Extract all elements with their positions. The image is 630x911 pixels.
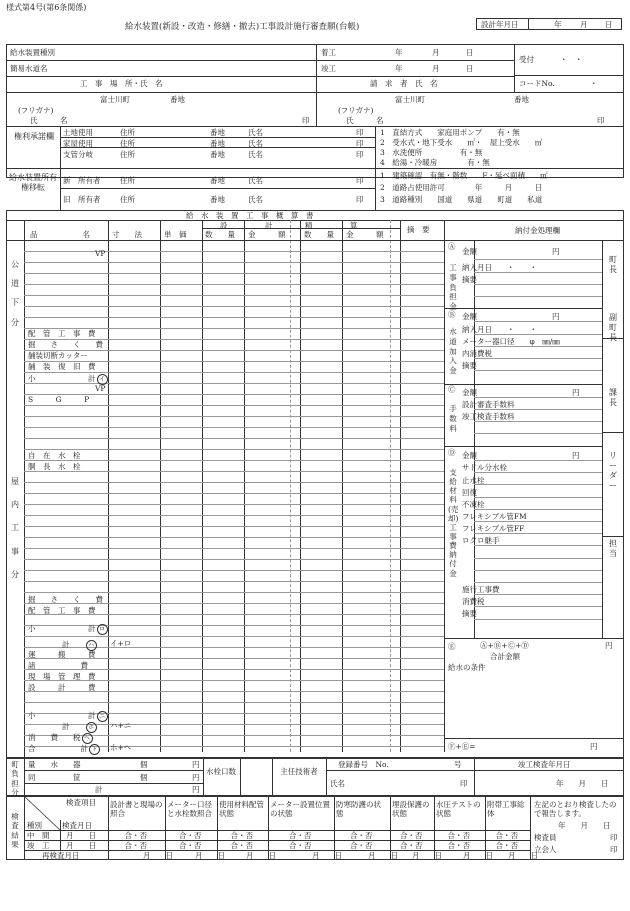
ok-ng: 合・否 xyxy=(124,841,147,850)
option-direct: 1 直結方式 家庭用ポンプ 有・無 xyxy=(380,128,520,137)
meter-row: 同 筐 xyxy=(28,773,81,782)
meter-yen: 円 xyxy=(192,760,200,769)
completion-label: 竣工 xyxy=(321,64,336,73)
option-toilet: 3 水洗便所 有・無 xyxy=(380,148,483,157)
form-title: 給水装置(新設・改造・修繕・撤去)工事設計施行審査願(台帳) xyxy=(125,22,360,32)
year-label: 年 xyxy=(554,20,562,29)
inspection-item: 検査項目 xyxy=(66,798,96,807)
d-item: ロクロ継手 xyxy=(462,536,500,545)
label: 消 費 税 xyxy=(28,733,81,742)
old-owner: 旧 所有者 xyxy=(63,195,101,204)
c-item: 竣工検査手数料 xyxy=(462,412,515,421)
approver-leader: リーダー xyxy=(609,451,617,490)
ok-ng: 合・否 xyxy=(179,841,202,850)
d-item: フレキシブル管FF xyxy=(462,524,525,533)
a-note: 摘要 xyxy=(462,275,477,284)
consent-addr: 住所 xyxy=(120,150,135,159)
completion-inspection: 竣工検査年月日 xyxy=(518,760,571,769)
formula-ho-he: ホ+ヘ xyxy=(110,743,132,752)
ok-ng: 合・否 xyxy=(400,831,423,840)
owner-banchi: 番地 xyxy=(210,176,225,185)
owner-name: 氏名 xyxy=(248,195,263,204)
approver-mayor: 町長 xyxy=(609,255,617,274)
col-qty: 数 量 xyxy=(205,230,235,239)
row-misc: 諸 費 xyxy=(28,661,88,670)
start-year: 年 xyxy=(395,48,403,57)
worksite-town: 富士川町 xyxy=(100,95,130,104)
start-label: 着工 xyxy=(321,48,336,57)
ef-yen: 円 xyxy=(590,742,598,751)
worksite-seal: 印 xyxy=(302,116,310,125)
label: 小 計 xyxy=(28,624,96,633)
report-ymd: 年 月 日 xyxy=(558,821,611,830)
row-vp-house: VP xyxy=(95,384,106,393)
option-road-type: 3 道路種別 国道 県道 町道 私道 xyxy=(380,195,543,204)
meter-unit: 個 xyxy=(140,760,148,769)
md: 月 日 xyxy=(312,851,342,860)
owner-name: 氏名 xyxy=(248,176,263,185)
start-day: 日 xyxy=(466,48,474,57)
formula-ha-ni: ハ+ニ xyxy=(110,721,132,730)
row-pavement-restore: 舗 装 復 旧 費 xyxy=(28,362,96,371)
row-transport: 運 搬 費 xyxy=(28,650,96,659)
mark-ha: ハ xyxy=(86,640,97,651)
d-item: サドル分水栓 xyxy=(462,463,507,472)
md: 月 日 xyxy=(143,851,173,860)
ok-ng: 合・否 xyxy=(400,841,423,850)
consent-label: 権利承諾欄 xyxy=(14,132,54,141)
approver-deputy: 副町長 xyxy=(609,313,617,342)
col-size: 寸 法 xyxy=(112,230,142,239)
d-item: 回復 xyxy=(462,488,477,497)
row-final: 竣 工 xyxy=(27,841,50,850)
inspection-kind: 種別 xyxy=(27,821,42,830)
a-yen: 円 xyxy=(552,247,560,256)
inspection-label: 検査結果 xyxy=(11,812,19,850)
d-item: フレキシブル管FM xyxy=(462,512,527,521)
worksite-furigana: (フリガナ) xyxy=(18,106,54,115)
meter-row: 量 水 器 xyxy=(28,760,81,769)
report-text: 左記のとおり検査したので報告します。 xyxy=(534,800,617,819)
option-heating: 4 給湯・冷暖房 有・無 xyxy=(380,158,490,167)
b-yen: 円 xyxy=(552,312,560,321)
owner-addr: 住所 xyxy=(120,176,135,185)
mark-ho: ホ xyxy=(86,722,97,733)
end-year: 年 xyxy=(395,64,403,73)
consent-kind: 土地使用 xyxy=(63,128,93,137)
end-month: 月 xyxy=(432,64,440,73)
estimate-title: 給 水 装 置 工 事 概 算 書 xyxy=(186,211,314,220)
code-label: コードNo. xyxy=(519,79,555,88)
worksite-banchi: 番地 xyxy=(170,95,185,104)
mark-c: Ⓒ xyxy=(448,385,456,394)
col-qty2: 数 量 xyxy=(304,230,334,239)
section-d-label: 支給材料(売却)工事費納付金 xyxy=(448,468,459,578)
consent-name: 氏名 xyxy=(248,128,263,137)
end-day: 日 xyxy=(466,64,474,73)
month-label: 月 xyxy=(580,20,588,29)
col-amount: 金 額 xyxy=(248,230,286,239)
mark-b: Ⓑ xyxy=(448,310,456,319)
inspection-col: 附帯工事総体 xyxy=(487,800,525,819)
d-amount: 金額 xyxy=(462,451,477,460)
requester-header: 請 求 者 氏 名 xyxy=(370,79,438,88)
start-month: 月 xyxy=(432,48,440,57)
header-diagonal xyxy=(24,796,60,830)
receipt-label: 受付 xyxy=(519,55,534,64)
b-note: 摘要 xyxy=(462,361,477,370)
label: 計 xyxy=(62,722,70,731)
owner-addr: 住所 xyxy=(120,195,135,204)
reinspect: 再検査月日 xyxy=(42,851,80,860)
mark-e: Ⓔ xyxy=(448,642,456,651)
col-amount2: 金 額 xyxy=(346,230,384,239)
option-tank: 2 受水式・地下受水 ㎥・ 屋上受水 ㎥ xyxy=(380,138,543,147)
seal: 印 xyxy=(610,833,618,842)
chief-engineer: 主任技術者 xyxy=(280,767,318,776)
requester-town: 富士川町 xyxy=(395,95,425,104)
design-date-label: 設計年月日 xyxy=(481,20,519,29)
option-building: 1 建築確認 有無・階数 F・延べ面積 ㎡ xyxy=(380,171,548,180)
design-label: 設 計 xyxy=(220,221,273,230)
mark-i: イ xyxy=(97,374,108,385)
d-note: 摘要 xyxy=(462,609,477,618)
row-pipe-house: 配 管 工 事 費 xyxy=(28,606,96,615)
inspection-col: メーター設置位置の状態 xyxy=(270,800,330,819)
payment-title: 納付金処理欄 xyxy=(515,226,560,235)
a-amount: 金額 xyxy=(462,247,477,256)
sum-label: 合計金額 xyxy=(490,652,520,661)
inspection-col: 防寒防護の状態 xyxy=(336,800,381,819)
md: 月 日 xyxy=(412,851,442,860)
worksite-name-label: 氏 名 xyxy=(30,116,68,125)
row-pavement-cut: 舗装切断カッター xyxy=(28,351,88,360)
settle-label: 精 算 xyxy=(305,221,358,230)
form-number: 様式第4号(第6条関係) xyxy=(6,3,87,12)
ok-ng: 合・否 xyxy=(495,831,518,840)
requester-name-label: 氏 名 xyxy=(346,116,384,125)
mark-he: ヘ xyxy=(82,733,93,744)
code-value: ・ xyxy=(590,79,598,88)
witness: 立会人 xyxy=(534,845,557,854)
worksite-header: 工 事 場 所・氏 名 xyxy=(80,79,163,88)
label: 小 計 xyxy=(28,711,96,720)
seal: 印 xyxy=(356,150,364,159)
mark-d: Ⓓ xyxy=(448,448,456,457)
d-item: 止水栓 xyxy=(462,476,485,485)
seal: 印 xyxy=(356,128,364,137)
seal: 印 xyxy=(610,845,618,854)
approver-staff: 担当 xyxy=(609,539,617,558)
c-amount: 金額 xyxy=(462,388,477,397)
meter-section-label: 町負担分 xyxy=(11,760,19,798)
col-summary: 摘 要 xyxy=(407,225,430,234)
formula-i-ro: イ+ロ xyxy=(110,639,132,648)
row-site-mgmt: 現 場 管 理 費 xyxy=(28,672,96,681)
mark-ro: ロ xyxy=(97,624,108,635)
ok-ng: 合・否 xyxy=(230,841,253,850)
mark-ni: ニ xyxy=(97,711,108,722)
row-sgp: S G P xyxy=(28,395,90,404)
inspection-col: メーター口径と水栓数照合 xyxy=(167,800,212,819)
md: 月 日 xyxy=(246,851,276,860)
row-design-fee: 設 計 費 xyxy=(28,683,96,692)
meter-yen: 円 xyxy=(192,773,200,782)
md: 月 日 xyxy=(368,851,398,860)
ok-ng: 合・否 xyxy=(447,831,470,840)
reg-suffix: 号 xyxy=(454,760,462,769)
day-label: 日 xyxy=(605,20,613,29)
meter-yen: 円 xyxy=(192,785,200,794)
row-excavation-house: 掘 さ く 費 xyxy=(28,595,103,604)
inspector: 検査員 xyxy=(534,833,557,842)
meter-unit: 個 xyxy=(140,773,148,782)
d-item: 施行工事費 xyxy=(462,585,500,594)
requester-banchi: 番地 xyxy=(514,95,529,104)
d-yen: 円 xyxy=(572,451,580,460)
row-middle: 中 間 xyxy=(27,831,50,840)
ok-ng: 合・否 xyxy=(289,831,312,840)
col-price: 単 価 xyxy=(164,230,187,239)
ok-ng: 合・否 xyxy=(495,841,518,850)
seal: 印 xyxy=(356,195,364,204)
label: 計 xyxy=(62,640,70,649)
sum-formula: Ⓐ+Ⓑ+Ⓒ+Ⓓ xyxy=(480,641,529,650)
ok-ng: 合・否 xyxy=(289,841,312,850)
col-item: 品 名 xyxy=(30,230,90,239)
ef-formula: Ⓕ+Ⓔ= xyxy=(448,742,476,751)
completion-ymd: 年 月 日 xyxy=(556,779,609,788)
inspection-col: 使用材料配管状態 xyxy=(219,800,264,819)
row-pipe-work: 配 管 工 事 費 xyxy=(28,329,96,338)
md: 月 日 xyxy=(463,851,493,860)
consent-name: 氏名 xyxy=(248,150,263,159)
reg-number: 登録番号 No. xyxy=(338,760,389,769)
consent-banchi: 番地 xyxy=(210,139,225,148)
meter-row: 計 xyxy=(95,785,103,794)
option-road-permit: 2 道路占使用許可 年 月 日 xyxy=(380,183,543,192)
receipt-value: ・ ・ xyxy=(560,55,583,64)
consent-banchi: 番地 xyxy=(210,128,225,137)
md: 月 日 xyxy=(66,841,96,850)
d-item: 不凍栓 xyxy=(462,500,485,509)
seal: 印 xyxy=(356,176,364,185)
owner-banchi: 番地 xyxy=(210,195,225,204)
consent-kind: 家屋使用 xyxy=(63,139,93,148)
consent-banchi: 番地 xyxy=(210,150,225,159)
water-name-label: 簡易水道名 xyxy=(10,64,48,73)
house-section-label: 屋内工事分 xyxy=(11,477,19,579)
seal: 印 xyxy=(356,139,364,148)
c-item: 設計審査手数料 xyxy=(462,400,515,409)
md: 月 日 xyxy=(66,831,96,840)
section-b-label: 水道加入金 xyxy=(449,327,457,375)
label: 小 計 xyxy=(28,374,96,383)
section-c-label: 手数料 xyxy=(449,404,457,433)
row-vp: VP xyxy=(95,249,106,258)
owner-label: 給水装置所有権移転 xyxy=(9,173,57,192)
sum-yen: 円 xyxy=(605,641,613,650)
new-owner: 新 所有者 xyxy=(63,176,101,185)
inspection-col: 設計書と現場の照合 xyxy=(110,800,163,819)
b-amount: 金額 xyxy=(462,312,477,321)
inspection-col: 埋設保護の状態 xyxy=(392,800,430,819)
approver-chief: 課長 xyxy=(609,388,617,407)
mark-to: ト xyxy=(89,744,100,755)
consent-addr: 住所 xyxy=(120,139,135,148)
row-faucet: 自 在 水 栓 xyxy=(28,451,81,460)
ok-ng: 合・否 xyxy=(179,831,202,840)
device-type-label: 給水装置種別 xyxy=(10,48,55,57)
inspection-col: 水圧テストの状態 xyxy=(436,800,481,819)
ok-ng: 合・否 xyxy=(350,831,373,840)
public-section-label: 公道下分 xyxy=(11,260,19,327)
ok-ng: 合・否 xyxy=(350,841,373,850)
row-long-faucet: 胴 長 水 栓 xyxy=(28,462,81,471)
seal: 印 xyxy=(460,779,468,788)
consent-name: 氏名 xyxy=(248,139,263,148)
row-excavation: 掘 さ く 費 xyxy=(28,340,103,349)
requester-seal: 印 xyxy=(597,116,605,125)
consent-kind: 支管分岐 xyxy=(63,150,93,159)
inspection-date: 検査月日 xyxy=(62,821,92,830)
section-a-label: 工事負担金 xyxy=(449,263,457,311)
chief-name: 氏名 xyxy=(330,779,345,788)
valve-count: 水栓口数 xyxy=(206,767,236,776)
mark-a: Ⓐ xyxy=(448,242,456,251)
c-yen: 円 xyxy=(572,388,580,397)
d-item: 消費税 xyxy=(462,597,485,606)
b-paid-date: 納入月日 ・ ・ xyxy=(462,325,537,334)
md: 月 日 xyxy=(195,851,225,860)
ok-ng: 合・否 xyxy=(230,831,253,840)
b-tax: 内消費税 xyxy=(462,349,492,358)
water-condition: 給水の条件 xyxy=(448,663,486,672)
ok-ng: 合・否 xyxy=(447,841,470,850)
b-meter: メーター器口径 φ ㎜/㎜ xyxy=(462,337,560,346)
a-paid-date: 納入月日 ・ ・ xyxy=(462,263,537,272)
requester-furigana: (フリガナ) xyxy=(338,106,374,115)
ok-ng: 合・否 xyxy=(124,831,147,840)
md: 月 日 xyxy=(508,851,538,860)
label: 合 計 xyxy=(28,744,88,753)
consent-addr: 住所 xyxy=(120,128,135,137)
